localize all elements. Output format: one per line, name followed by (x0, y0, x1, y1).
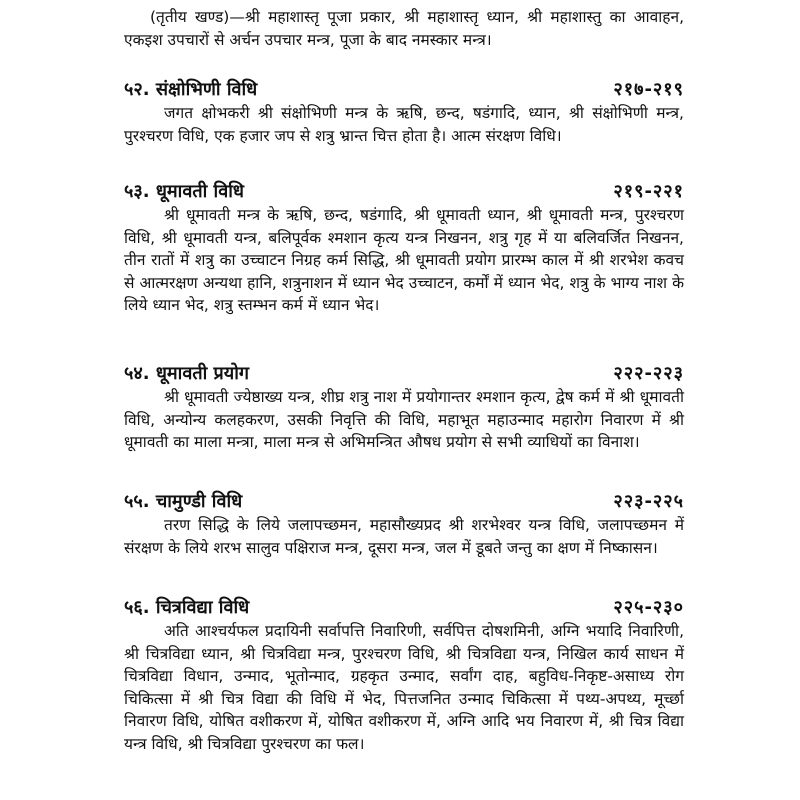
entry-body: जगत क्षोभकरी श्री संक्षोभिणी मन्त्र के ऋषि, छन्द, षडंगादि, ध्यान, श्री संक्षोभिणी मन्त्र, पुरश्चरण विधि, एक हजार जप से शत्रु भ्रान्त चित्त होता है। आत्म संरक्षण विधि। (124, 104, 684, 145)
entry-body: श्री धूमावती ज्येष्ठाख्य यन्त्र, शीघ्र शत्रु नाश में प्रयोगान्तर श्मशान कृत्य, द्वेष कर्म में श्री धूमावती विधि, अन्योन्य कलहकरण, उसकी निवृत्ति की विधि, महाभूत महाउन्माद महारोग निवारण में श्री धूमावती का माला मन्त्रा, माला मन्त्र से अभिमन्त्रित औषध प्रयोग से सभी व्याधियों का विनाश। (124, 388, 684, 452)
entry-pages: २२३-२२५ (613, 491, 684, 512)
entry-title: संक्षोभिणी विधि (155, 79, 258, 100)
entry-pages: २१७-२१९ (613, 79, 684, 100)
entry-heading (124, 78, 684, 102)
entry-title: चित्रविद्या विधि (155, 597, 250, 618)
entry-title: धूमावती विधि (155, 181, 244, 202)
entry-heading (124, 180, 684, 204)
entry-title: धूमावती प्रयोग (155, 363, 250, 384)
entry-title: चामुण्डी विधि (155, 491, 243, 512)
entry-body: श्री धूमावती मन्त्र के ऋषि, छन्द, षडंगादि, श्री धूमावती ध्यान, श्री धूमावती मन्त्र, पुरश्चरण विधि, श्री धूमावती यन्त्र, बलिपूर्वक श्मशान कृत्य यन्त्र निखनन, शत्रु गृह में या बलिवर्जित निखनन, तीन रातों में शत्रु का उच्चाटन निग्रह कर्म सिद्धि, श्री धूमावती प्रयोग प्रारम्भ काल में श्री शरभेश कवच से आत्मरक्षण अन्यथा हानि, शत्रुनाशन में ध्यान भेद उच्चाटन, कर्मों में ध्यान भेद, शत्रु के भाग्य नाश के लिये ध्यान भेद, शत्रु स्तम्भन कर्म में ध्यान भेद। (124, 206, 684, 315)
toc-entry-52 (124, 78, 684, 147)
entry-pages: २२५-२३० (613, 597, 684, 618)
entry-number: ५२. (124, 79, 150, 100)
toc-entry-54 (124, 362, 684, 454)
toc-entry-55 (124, 490, 684, 559)
entry-heading (124, 490, 684, 514)
entry-pages: २१९-२२१ (613, 181, 684, 202)
entry-number: ५६. (124, 597, 150, 618)
toc-entry-56 (124, 596, 684, 756)
entry-body: तरण सिद्धि के लिये जलापच्छमन, महासौख्यप्रद श्री शरभेश्वर यन्त्र विधि, जलापच्छमन में संरक्षण के लिये शरभ सालुव पक्षिराज मन्त्र, दूसरा मन्त्र, जल में डूबते जन्तु का क्षण में निष्कासन। (124, 516, 684, 557)
entry-pages: २२२-२२३ (613, 363, 684, 384)
entry-number: ५३. (124, 181, 150, 202)
entry-heading (124, 362, 684, 386)
entry-heading (124, 596, 684, 620)
intro-paragraph: (तृतीय खण्ड)—श्री महाशास्तृ पूजा प्रकार, श्री महाशास्तृ ध्यान, श्री महाशास्तु का आवाहन, एकइश उपचारों से अर्चन उपचार मन्त्र, पूजा के बाद नमस्कार मन्त्र। (124, 8, 684, 49)
entry-number: ५४. (124, 363, 150, 384)
entry-body: अति आश्चर्यफल प्रदायिनी सर्वापत्ति निवारिणी, सर्वपित्त दोषशमिनी, अग्नि भयादि निवारिणी, श्री चित्रविद्या ध्यान, श्री चित्रविद्या मन्त्र, पुरश्चरण विधि, श्री चित्रविद्या यन्त्र, निखिल कार्य साधन में चित्रविद्या विधान, उन्माद, भूतोन्माद, ग्रहकृत उन्माद, सर्वांग दाह, बहुविध-निकृष्ट-असाध्य रोग चिकित्सा में श्री चित्र विद्या की विधि में भेद, पित्तजनित उन्माद चिकित्सा में पथ्य-अपथ्य, मूर्च्छा निवारण विधि, योषित वशीकरण में, योषित वशीकरण में, अग्नि आदि भय निवारण में, श्री चित्र विद्या यन्त्र विधि, श्री चित्रविद्या पुरश्चरण का फल। (124, 622, 684, 753)
entry-number: ५५. (124, 491, 150, 512)
toc-entry-53 (124, 180, 684, 317)
